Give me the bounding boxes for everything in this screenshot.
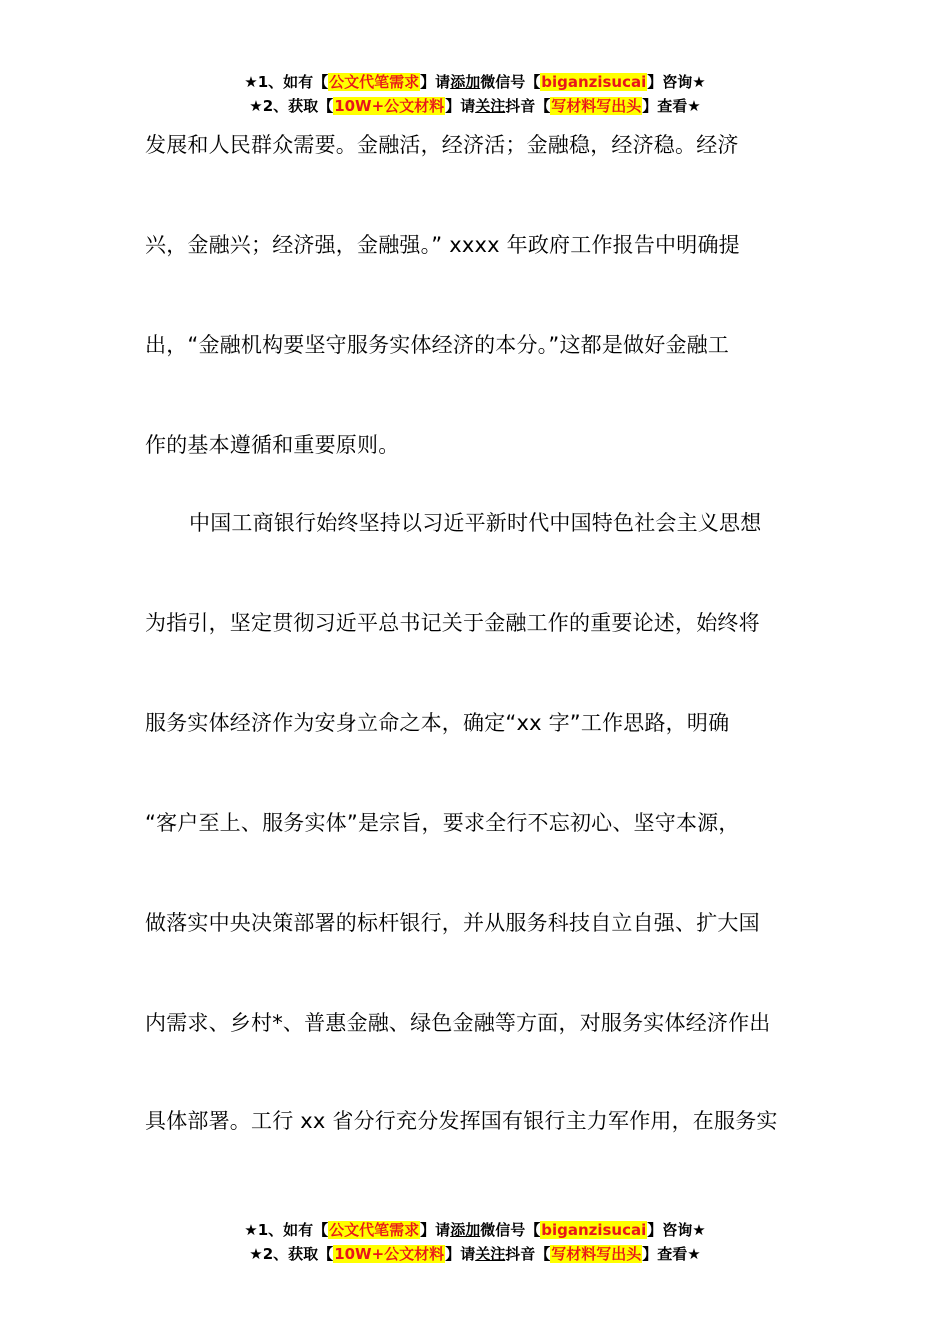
footer-line-2-mid1: 】请 [445, 1245, 476, 1263]
body-line-6: 为指引，坚定贯彻习近平总书记关于金融工作的重要论述，始终将 [145, 611, 760, 635]
banner-line-2-mid1: 】请 [445, 97, 476, 115]
banner-line-1-mid2: 微信号【 [480, 73, 541, 91]
body-line-5: 中国工商银行始终坚持以习近平新时代中国特色社会主义思想 [189, 511, 762, 535]
footer-line-2-mid2: 抖音【 [505, 1245, 551, 1263]
banner-line-1 [0, 70, 950, 94]
footer-line-2-prefix: ★2、获取【 [249, 1245, 334, 1263]
footer-line-2-suffix: 】查看★ [642, 1245, 701, 1263]
footer-line-1-mid2: 微信号【 [480, 1221, 541, 1239]
footer-banner-line-1 [0, 1218, 950, 1242]
body-line-4: 作的基本遵循和重要原则。 [145, 433, 400, 457]
body-line-11: 具体部署。工行 xx 省分行充分发挥国有银行主力军作用，在服务实 [145, 1109, 778, 1133]
footer-underlined-add: 添加 [450, 1221, 481, 1239]
banner-line-2-mid2: 抖音【 [505, 97, 551, 115]
header-banner [0, 70, 950, 118]
banner-line-2 [0, 94, 950, 118]
banner-line-2-suffix: 】查看★ [642, 97, 701, 115]
footer-highlight-materials: 10W+公文材料 [334, 1245, 445, 1263]
body-line-1: 发展和人民群众需要。金融活，经济活；金融稳，经济稳。经济 [145, 133, 739, 157]
banner-line-1-mid1: 】请 [420, 73, 451, 91]
banner-highlight-materials: 10W+公文材料 [334, 97, 445, 115]
body-line-3: 出，“金融机构要坚守服务实体经济的本分。”这都是做好金融工 [145, 333, 730, 357]
footer-banner [0, 1218, 950, 1266]
banner-line-1-suffix: 】咨询★ [647, 73, 706, 91]
body-line-9: 做落实中央决策部署的标杆银行，并从服务科技自立自强、扩大国 [145, 911, 760, 935]
banner-highlight-douyin: 写材料写出头 [551, 97, 642, 115]
footer-highlight-ghostwriting: 公文代笔需求 [329, 1221, 420, 1239]
footer-line-1-mid1: 】请 [420, 1221, 451, 1239]
banner-underlined-follow: 关注 [475, 97, 506, 115]
footer-highlight-wechat-id: biganzisucai [541, 1221, 647, 1239]
body-line-2: 兴，金融兴；经济强，金融强。” xxxx 年政府工作报告中明确提 [145, 233, 740, 257]
footer-highlight-douyin: 写材料写出头 [551, 1245, 642, 1263]
body-line-7: 服务实体经济作为安身立命之本，确定“xx 字”工作思路，明确 [145, 711, 730, 735]
footer-line-1-suffix: 】咨询★ [647, 1221, 706, 1239]
body-line-8: “客户至上、服务实体”是宗旨，要求全行不忘初心、坚守本源， [145, 811, 740, 835]
banner-line-2-prefix: ★2、获取【 [249, 97, 334, 115]
footer-underlined-follow: 关注 [475, 1245, 506, 1263]
banner-highlight-ghostwriting: 公文代笔需求 [329, 73, 420, 91]
footer-line-1-prefix: ★1、如有【 [244, 1221, 329, 1239]
banner-line-1-prefix: ★1、如有【 [244, 73, 329, 91]
body-line-10: 内需求、乡村*、普惠金融、绿色金融等方面，对服务实体经济作出 [145, 1011, 771, 1035]
banner-highlight-wechat-id: biganzisucai [541, 73, 647, 91]
footer-banner-line-2 [0, 1242, 950, 1266]
banner-underlined-add: 添加 [450, 73, 481, 91]
